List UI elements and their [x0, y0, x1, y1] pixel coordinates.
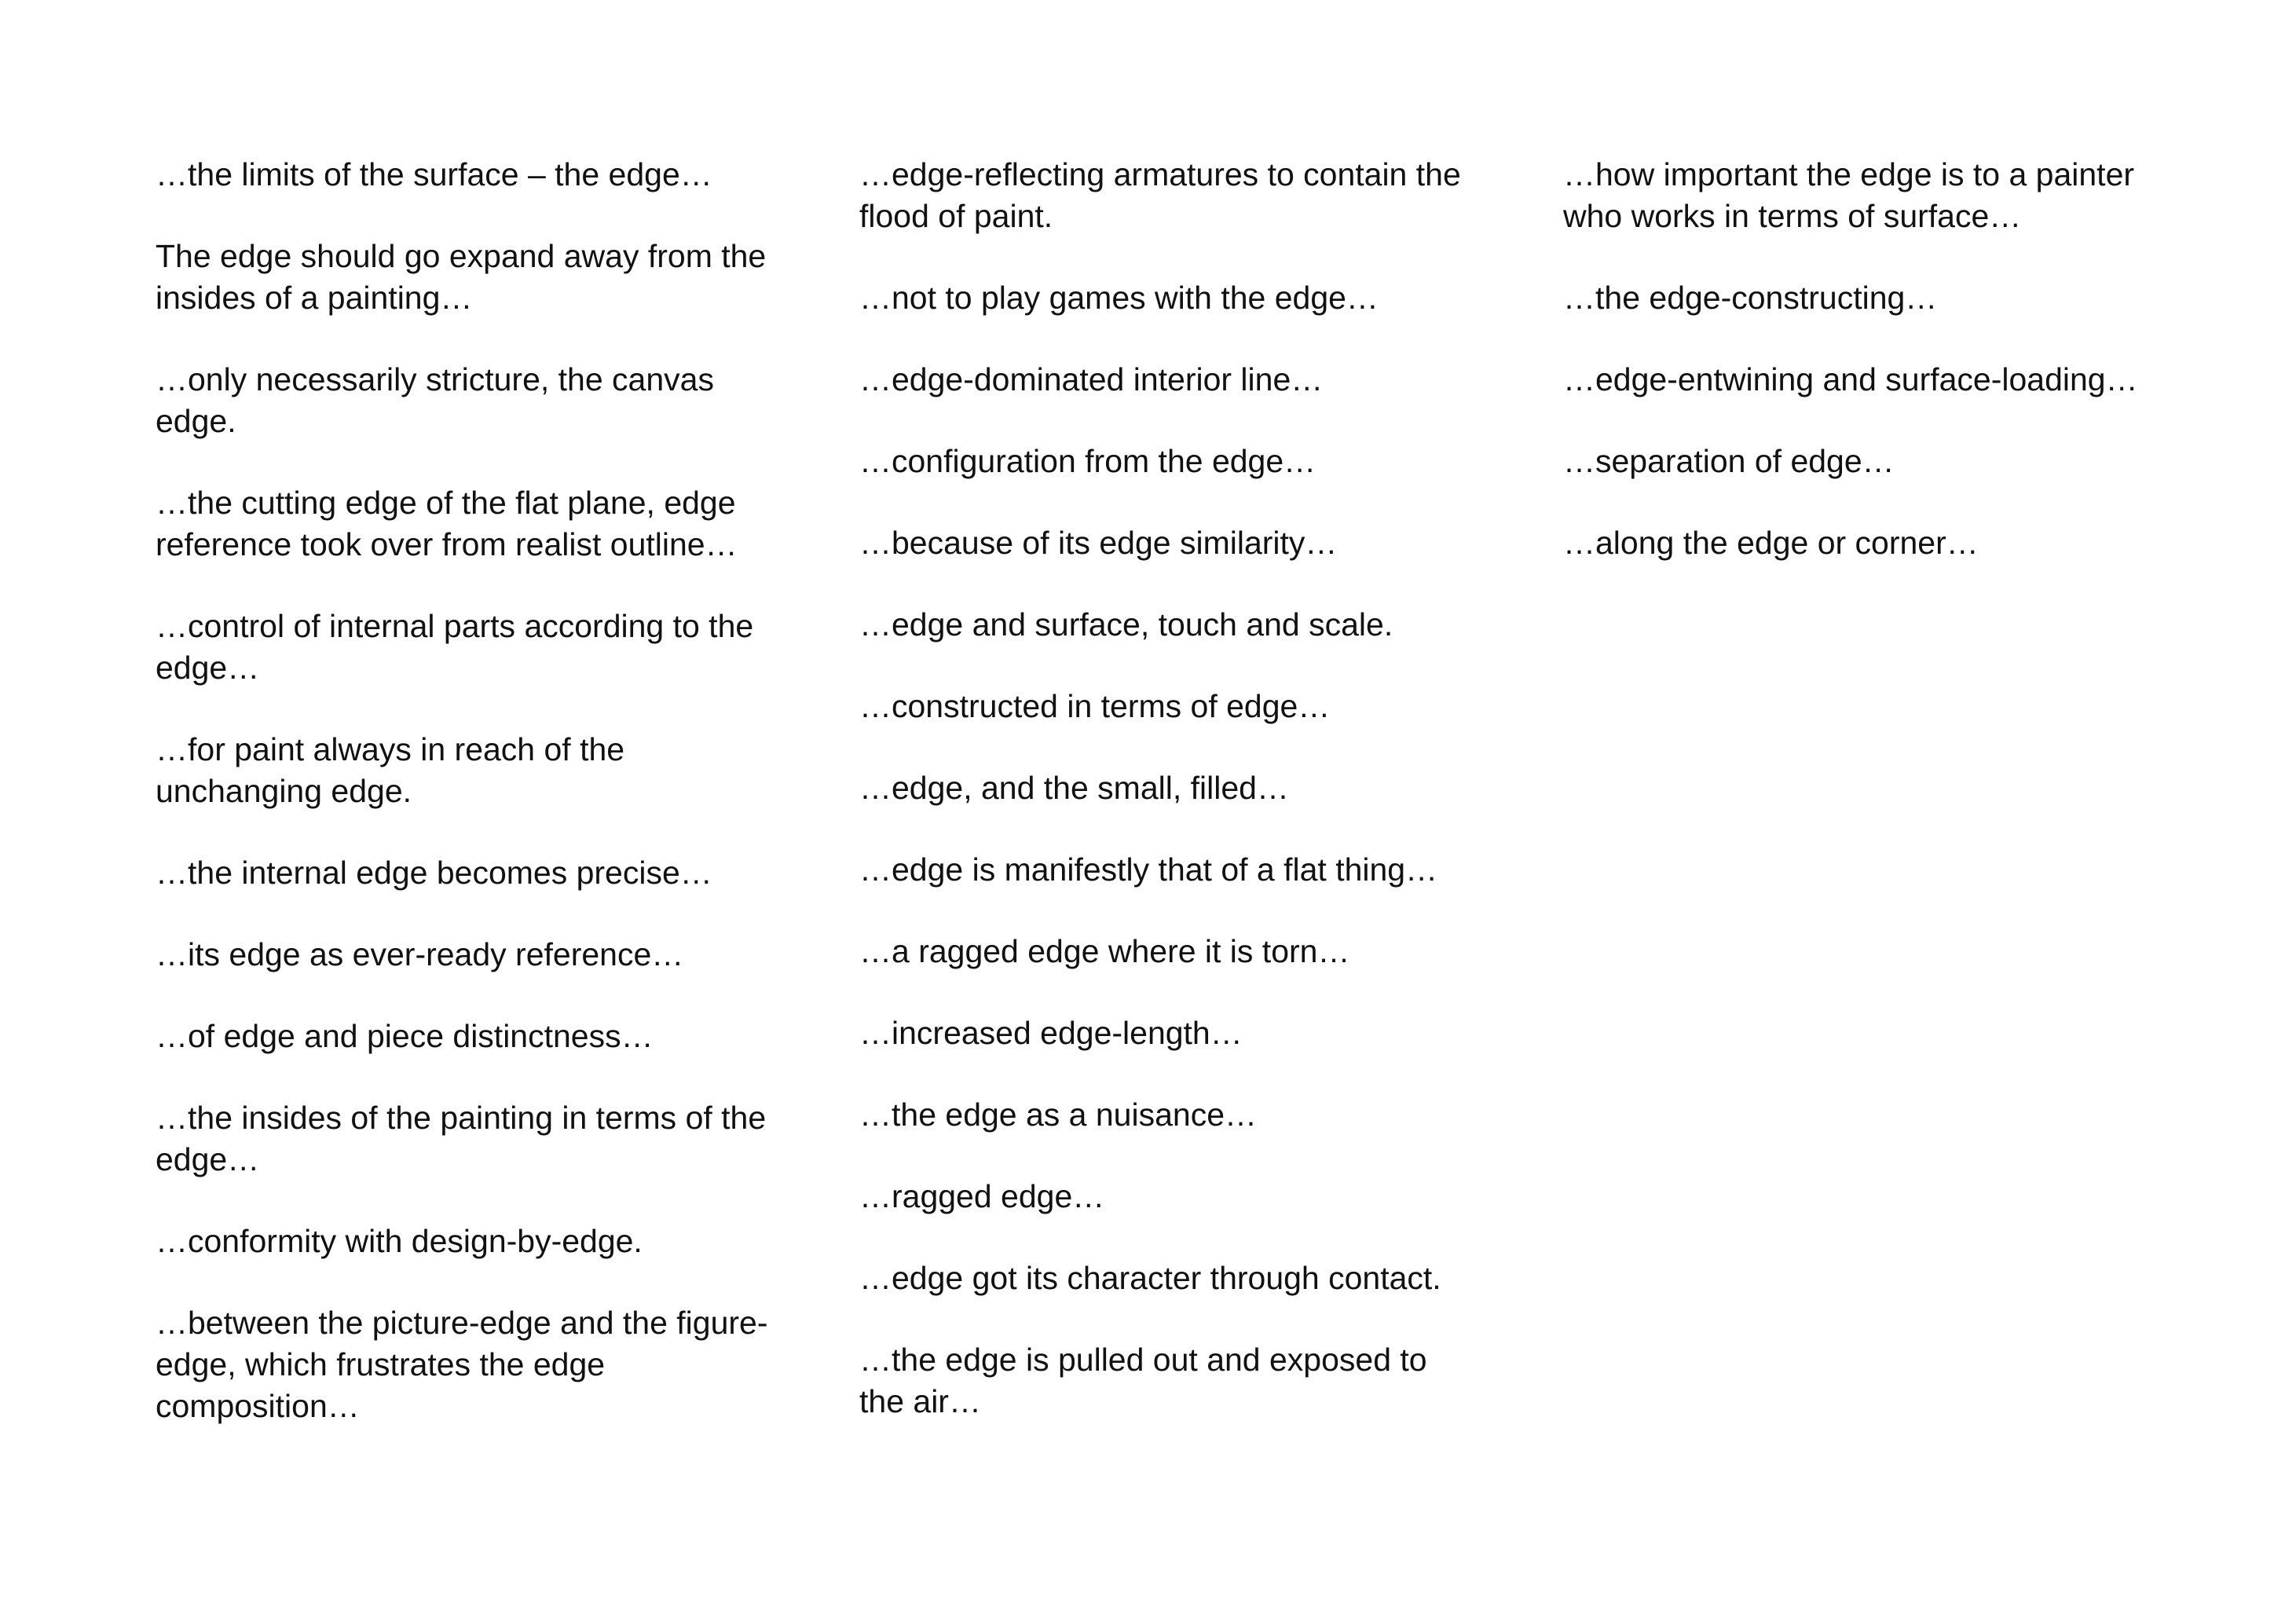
text-fragment: …the cutting edge of the flat plane, edge reference took over from realist outline… — [156, 485, 738, 562]
text-fragment: …a ragged edge where it is torn… — [859, 933, 1350, 969]
text-column-3 — [1563, 154, 2176, 604]
text-fragment: …ragged edge… — [859, 1178, 1105, 1214]
text-fragment: …edge-reflecting armatures to contain the flood of paint. — [859, 156, 1461, 234]
text-fragment: …the internal edge becomes precise… — [156, 855, 712, 891]
text-fragment: …edge is manifestly that of a flat thing… — [859, 851, 1438, 888]
text-fragment: …only necessarily stricture, the canvas edge. — [156, 361, 714, 439]
text-fragment: …edge-entwining and surface-loading… — [1563, 361, 2138, 397]
text-fragment: …increased edge-length… — [859, 1015, 1243, 1051]
text-fragment: The edge should go expand away from the insides of a painting… — [156, 238, 767, 316]
text-fragment: …the edge is pulled out and exposed to the air… — [859, 1342, 1427, 1419]
text-column-1 — [156, 154, 768, 1467]
text-fragment: …edge and surface, touch and scale. — [859, 606, 1393, 643]
text-fragment: …separation of edge… — [1563, 443, 1895, 479]
text-fragment: …how important the edge is to a painter who works in terms of surface… — [1563, 156, 2135, 234]
text-fragment: …control of internal parts according to the edge… — [156, 608, 754, 686]
text-fragment: …because of its edge similarity… — [859, 525, 1338, 561]
text-fragment: …the edge as a nuisance… — [859, 1097, 1257, 1133]
text-fragment: …the edge-constructing… — [1563, 280, 1938, 316]
text-fragment: …of edge and piece distinctness… — [156, 1018, 654, 1054]
text-fragment: …constructed in terms of edge… — [859, 688, 1331, 724]
text-fragment: …edge got its character through contact. — [859, 1260, 1441, 1296]
text-fragment: …the insides of the painting in terms of the edge… — [156, 1100, 767, 1177]
text-fragment: …the limits of the surface – the edge… — [156, 156, 712, 192]
text-column-2 — [859, 154, 1472, 1463]
text-fragment: …not to play games with the edge… — [859, 280, 1379, 316]
text-fragment: …configuration from the edge… — [859, 443, 1316, 479]
text-fragment: …conformity with design-by-edge. — [156, 1223, 643, 1259]
text-fragment: …edge-dominated interior line… — [859, 361, 1324, 397]
text-fragment: …between the picture-edge and the figure-edge, which frustrates the edge composition… — [156, 1305, 768, 1424]
text-fragment: …along the edge or corner… — [1563, 525, 1979, 561]
text-fragment: …edge, and the small, filled… — [859, 770, 1289, 806]
text-fragment: …for paint always in reach of the unchanging edge. — [156, 731, 625, 809]
text-fragment: …its edge as ever-ready reference… — [156, 936, 684, 972]
